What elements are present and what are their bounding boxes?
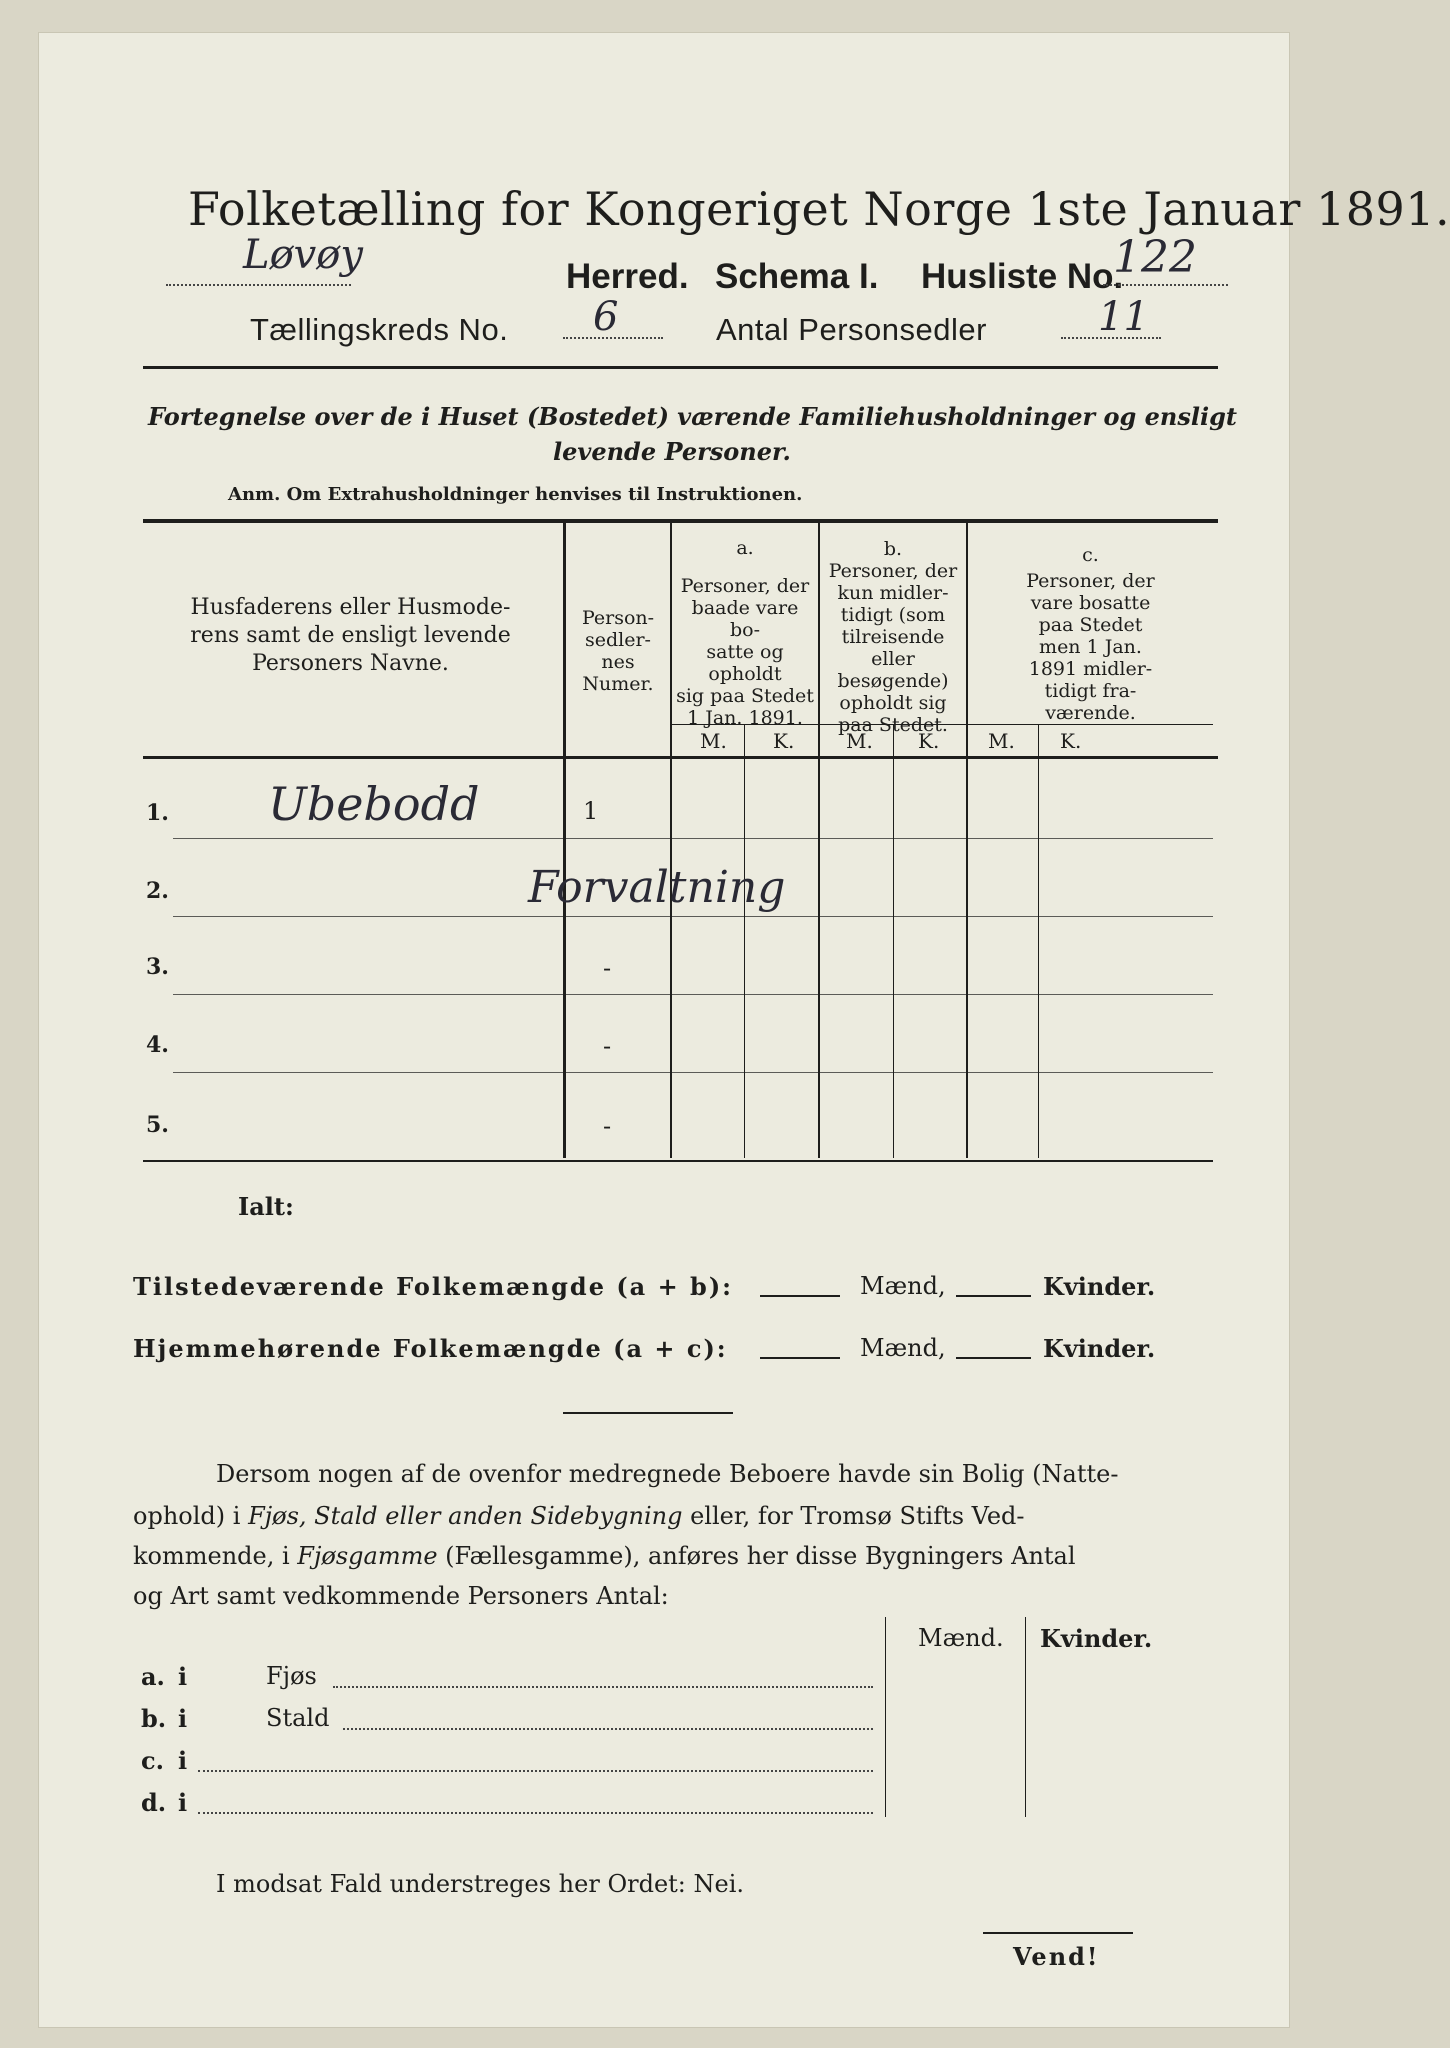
header-b: b. Personer, der kun midler- tidigt (som tilreisende eller besøgende) opholdt sig paa Stedet. bbox=[828, 538, 958, 736]
census-sheet bbox=[38, 32, 1450, 2028]
bldg-divider-2 bbox=[1025, 1617, 1026, 1817]
nei-instruction: I modsat Fald understreges her Ordet: Nei. bbox=[216, 1870, 745, 1898]
vend-rule bbox=[983, 1932, 1133, 1934]
bldg-letter: a. bbox=[141, 1662, 165, 1691]
bldg-kvinder-header: Kvinder. bbox=[1040, 1624, 1153, 1653]
husliste-value: 122 bbox=[1113, 232, 1197, 283]
husliste-dotted-line bbox=[1103, 284, 1228, 286]
tilstede-maend: Mænd, bbox=[860, 1272, 946, 1300]
kreds-value: 6 bbox=[593, 294, 619, 340]
header-rule bbox=[143, 366, 1218, 369]
bldg-i: i bbox=[178, 1662, 188, 1691]
tilstede-label: Tilstedeværende Folkemængde (a + b): bbox=[133, 1272, 734, 1301]
page-title: Folketælling for Kongeriget Norge 1ste Januar 1891. bbox=[188, 182, 1450, 236]
antal-value: 11 bbox=[1098, 294, 1149, 340]
separator-rule bbox=[563, 1412, 733, 1414]
bldg-label: Stald bbox=[266, 1704, 330, 1732]
table-top-rule bbox=[143, 519, 1218, 523]
kreds-label: Tællingskreds No. bbox=[250, 312, 509, 347]
anm-note: Anm. Om Extrahusholdninger henvises til Instruktionen. bbox=[228, 484, 803, 505]
herred-value: Løvøy bbox=[243, 232, 363, 278]
row-numer: 1 bbox=[583, 797, 599, 825]
row-name: Ubebodd bbox=[268, 777, 480, 831]
table-bottom-rule bbox=[143, 1160, 1213, 1162]
row-dash: - bbox=[603, 954, 612, 982]
bldg-dots bbox=[198, 1770, 873, 1772]
bldg-dots bbox=[343, 1728, 873, 1730]
hjemme-maend-blank bbox=[760, 1357, 840, 1359]
mk-a-m: M. bbox=[700, 729, 727, 753]
header-c: c. Personer, der vare bosatte paa Stedet men 1 Jan. 1891 midler- tidigt fra- værende. bbox=[1026, 544, 1155, 724]
bldg-maend-header: Mænd. bbox=[918, 1624, 1004, 1652]
tilstede-kvinder-blank bbox=[956, 1295, 1031, 1297]
bldg-letter: d. bbox=[141, 1788, 167, 1817]
mk-c-k: K. bbox=[1060, 729, 1082, 753]
header-numer: Person- sedler- nes Numer. bbox=[581, 607, 655, 695]
intro-line-1: Fortegnelse over de i Huset (Bostedet) værende Familiehusholdninger og ensligt bbox=[148, 402, 1237, 431]
bldg-dots bbox=[333, 1686, 873, 1688]
bldg-letter: c. bbox=[141, 1746, 164, 1775]
row-number: 4. bbox=[146, 1032, 169, 1058]
col-divider-names bbox=[563, 523, 566, 1158]
col-divider-c-mk bbox=[1038, 724, 1039, 1158]
intro-line-2: levende Personer. bbox=[553, 437, 791, 466]
paragraph-line-1: Dersom nogen af de ovenfor medregnede Beboere havde sin Bolig (Natte- bbox=[216, 1460, 1119, 1488]
row-name: Forvaltning bbox=[528, 862, 786, 913]
bldg-dots bbox=[198, 1812, 873, 1814]
mk-c-m: M. bbox=[988, 729, 1015, 753]
header-a: a. Personer, der baade vare bo- satte og opholdt sig paa Stedet 1 Jan. 1891. bbox=[676, 537, 814, 729]
row-dash: - bbox=[603, 1032, 612, 1060]
row-number: 5. bbox=[146, 1112, 169, 1138]
tilstede-kvinder: Kvinder. bbox=[1043, 1272, 1156, 1301]
husliste-label: Husliste No. bbox=[921, 257, 1124, 296]
bldg-i: i bbox=[178, 1746, 188, 1775]
hjemme-label: Hjemmehørende Folkemængde (a + c): bbox=[133, 1334, 728, 1363]
paragraph-line-4: og Art samt vedkommende Personers Antal: bbox=[133, 1582, 669, 1610]
antal-label: Antal Personsedler bbox=[716, 312, 987, 347]
bldg-divider-1 bbox=[885, 1617, 886, 1817]
ialt-label: Ialt: bbox=[238, 1192, 294, 1221]
col-divider-b-mk bbox=[893, 724, 894, 1158]
row-line-2 bbox=[173, 916, 1213, 917]
row-number: 2. bbox=[146, 878, 169, 904]
row-number: 3. bbox=[146, 954, 169, 980]
hjemme-kvinder-blank bbox=[956, 1357, 1031, 1359]
row-line-4 bbox=[173, 1072, 1213, 1073]
row-number: 1. bbox=[146, 800, 169, 826]
mk-b-m: M. bbox=[846, 729, 873, 753]
paragraph-line-3: kommende, i Fjøsgamme (Fællesgamme), anføres her disse Bygningers Antal bbox=[133, 1542, 1076, 1570]
hjemme-maend: Mænd, bbox=[860, 1334, 946, 1362]
row-line-3 bbox=[173, 994, 1213, 995]
paragraph-line-2: ophold) i Fjøs, Stald eller anden Sidebygning eller, for Tromsø Stifts Ved- bbox=[133, 1502, 1025, 1530]
header-names: Husfaderens eller Husmode- rens samt de ensligt levende Personers Navne. bbox=[190, 595, 511, 676]
mk-a-k: K. bbox=[773, 729, 795, 753]
col-divider-numer bbox=[670, 523, 672, 1158]
herred-label: Herred. bbox=[566, 257, 689, 296]
bldg-letter: b. bbox=[141, 1704, 167, 1733]
schema-label: Schema I. bbox=[715, 257, 879, 296]
row-line-1 bbox=[173, 838, 1213, 839]
bldg-label: Fjøs bbox=[266, 1662, 317, 1690]
bldg-i: i bbox=[178, 1704, 188, 1733]
table-header-rule bbox=[143, 756, 1218, 759]
col-divider-a-mk bbox=[744, 724, 745, 1158]
hjemme-kvinder: Kvinder. bbox=[1043, 1334, 1156, 1363]
bldg-i: i bbox=[178, 1788, 188, 1817]
tilstede-maend-blank bbox=[760, 1295, 840, 1297]
herred-dotted-line bbox=[166, 284, 351, 286]
vend-label: Vend! bbox=[1013, 1942, 1100, 1971]
row-dash: - bbox=[603, 1112, 612, 1140]
mk-b-k: K. bbox=[918, 729, 940, 753]
